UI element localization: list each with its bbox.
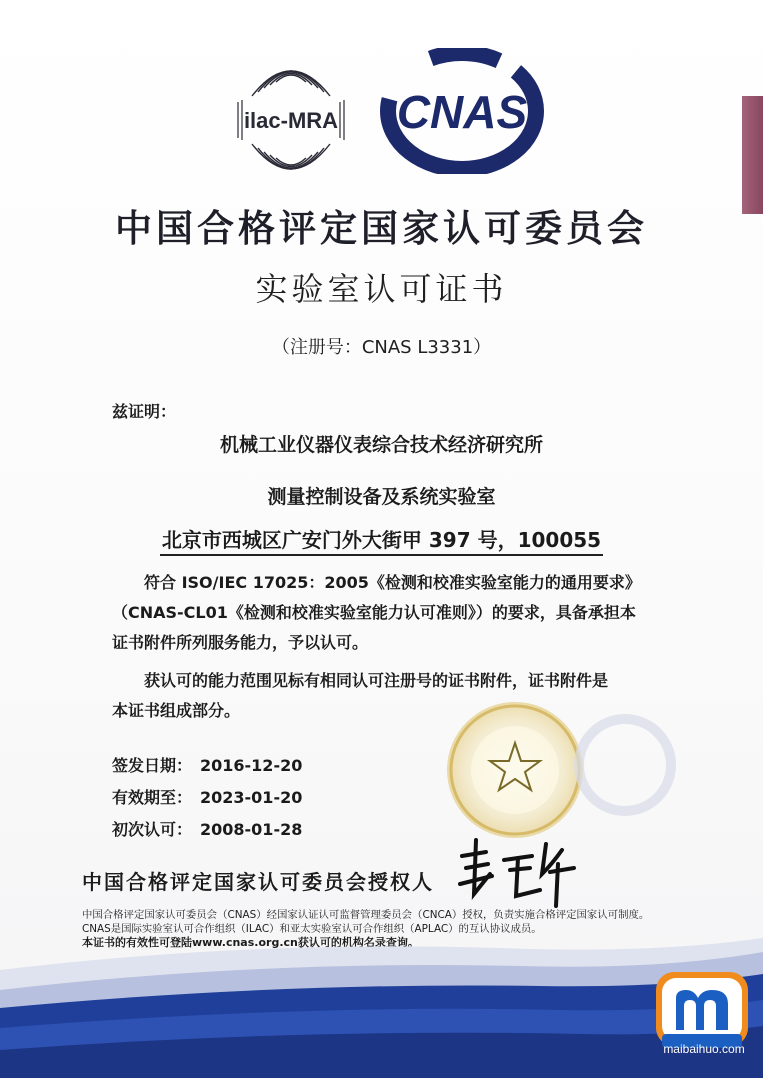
site-badge-caption: maibaihuo.com <box>663 1042 745 1056</box>
laboratory-address <box>0 524 763 553</box>
date-list <box>112 750 302 846</box>
expiry-date-value: 2023-01-20 <box>200 788 303 807</box>
scope-line-2: 本证书组成部分。 <box>112 701 241 720</box>
handwritten-signature <box>452 834 582 914</box>
scope-line-1: 获认可的能力范围见标有相同认可注册号的证书附件，证书附件是 <box>144 671 609 690</box>
ilac-logo-text: ilac-MRA <box>243 108 339 133</box>
ilac-mra-logo <box>228 52 354 188</box>
footer-line-1: 中国合格评定国家认可委员会（CNAS）经国家认证认可监督管理委员会（CNCA）授权，负责实施合格评定国家认可制度。 <box>82 909 650 921</box>
expiry-date-label: 有效期至： <box>112 788 193 807</box>
expiry-date-row <box>112 782 302 814</box>
laboratory-name: 测量控制设备及系统实验室 <box>267 486 496 508</box>
initial-accreditation-label: 初次认可： <box>112 820 193 839</box>
cnas-logo <box>380 48 544 174</box>
issue-date-row <box>112 750 302 782</box>
edge-tab <box>742 96 763 214</box>
statement-line-3: 证书附件所列服务能力，予以认可。 <box>112 633 369 652</box>
watermark-emblem <box>570 710 680 820</box>
initial-accreditation-row <box>112 814 302 846</box>
address-text: 北京市西城区广安门外大街甲 397 号，100055 <box>160 528 603 556</box>
site-badge-logo <box>652 968 752 1052</box>
certificate-issuer-title: 中国合格评定国家认可委员会 <box>115 207 648 250</box>
footer-line-2: CNAS是国际实验室认可合作组织（ILAC）和亚太实验室认可合作组织（APLAC）的互认协议成员。 <box>82 923 542 935</box>
statement-line-2: （CNAS-CL01《检测和校准实验室能力认可准则》）的要求，具备承担本 <box>112 603 636 622</box>
footer-line-3: 本证书的有效性可登陆www.cnas.org.cn获认可的机构名录查询。 <box>82 936 419 949</box>
cnas-logo-text: CNAS <box>396 86 528 138</box>
initial-accreditation-value: 2008-01-28 <box>200 820 303 839</box>
attest-label: 兹证明： <box>112 402 177 421</box>
organization-name: 机械工业仪器仪表综合技术经济研究所 <box>219 434 543 456</box>
certificate-type-title: 实验室认可证书 <box>255 270 508 308</box>
issue-date-value: 2016-12-20 <box>200 756 303 775</box>
registration-number: （注册号：CNAS L3331） <box>271 337 492 358</box>
issue-date-label: 签发日期： <box>112 756 193 775</box>
authorized-signatory-label: 中国合格评定国家认可委员会授权人 <box>82 870 434 894</box>
statement-line-1: 符合 ISO/IEC 17025：2005《检测和校准实验室能力的通用要求》 <box>144 573 641 592</box>
official-seal <box>440 695 590 845</box>
